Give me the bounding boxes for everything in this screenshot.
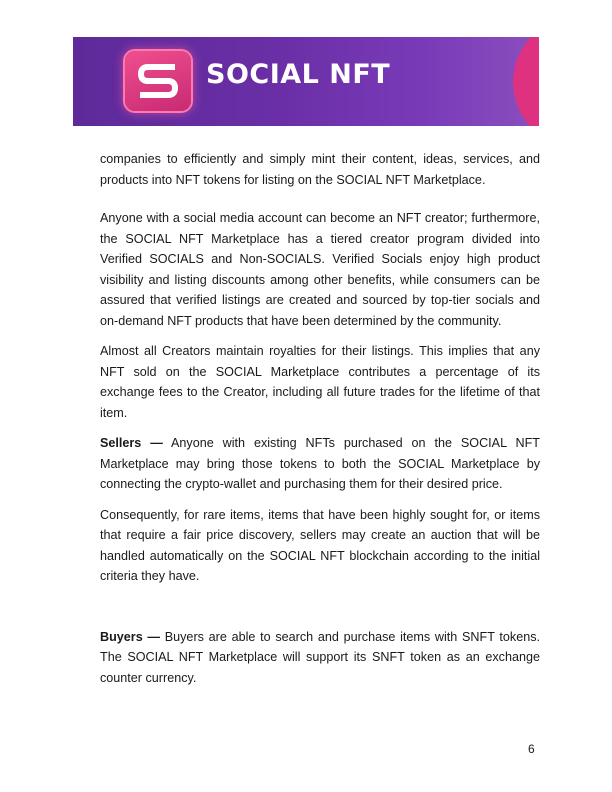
- document-body: [100, 149, 540, 688]
- paragraph-auctions: Consequently, for rare items, items that have been highly sought for, or items that require a fair price discovery, sellers may create an auction that will be handled automatically on the SOCIAL NFT blockchain according to the initial criteria they have.: [100, 507, 540, 583]
- paragraph-minting: companies to efficiently and simply mint their content, ideas, services, and products into NFT tokens for listing on the SOCIAL NFT Marketplace.: [100, 152, 540, 187]
- buyers-text: Buyers are able to search and purchase items with SNFT tokens. The SOCIAL NFT Marketplace will support its SNFT token as an exchange counter currency.: [100, 629, 540, 685]
- paragraph-royalties: Almost all Creators maintain royalties for their listings. This implies that any NFT sold on the SOCIAL Marketplace contributes a percentage of its exchange fees to the Creator, including all future trades for the lifetime of that item.: [100, 344, 540, 420]
- paragraph-sellers: [100, 433, 540, 495]
- decorative-circle: [513, 37, 539, 126]
- brand-name: SOCIAL NFT: [206, 59, 391, 90]
- buyers-heading: Buyers —: [100, 629, 161, 644]
- page-number: 6: [528, 742, 535, 756]
- paragraph-buyers: [100, 627, 540, 689]
- paragraph-creators: Anyone with a social media account can become an NFT creator; furthermore, the SOCIAL NFT Marketplace has a tiered creator program divided into Verified SOCIALS and Non-SOCIALS. Verified Socials enjoy high product visibility and listing discounts among other benefits, while consumers can be assured that verified listings are created and sourced by top-tier socials and on-demand NFT products that have been determined by the community.: [100, 211, 540, 328]
- sellers-heading: Sellers —: [100, 436, 163, 450]
- brand-logo: [125, 51, 191, 111]
- header-banner: [73, 37, 539, 126]
- sellers-text: Anyone with existing NFTs purchased on the SOCIAL NFT Marketplace may bring those tokens to both the SOCIAL Marketplace by connecting the crypto-wallet and purchasing them for their desired price.: [100, 436, 540, 491]
- logo-s-icon: [136, 61, 180, 101]
